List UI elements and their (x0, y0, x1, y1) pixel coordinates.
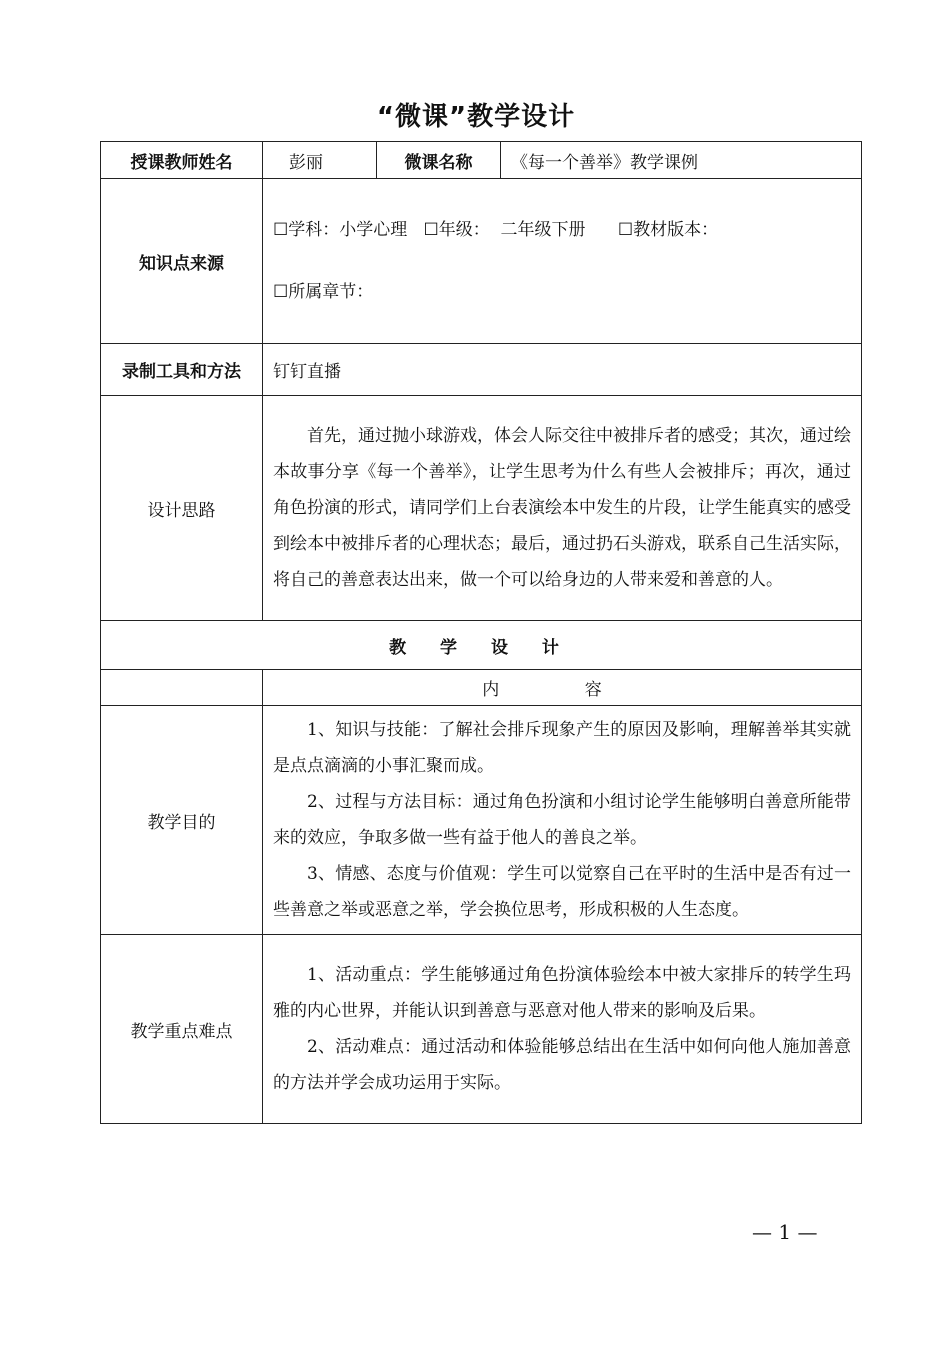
design-idea-cell (263, 396, 862, 621)
tools-row (101, 344, 862, 396)
source-label: 知识点来源 (101, 179, 263, 344)
content-heading-row (101, 670, 862, 706)
course-label: 微课名称 (377, 142, 501, 179)
source-row (101, 179, 862, 344)
teacher-label: 授课教师姓名 (101, 142, 263, 179)
tools-value: 钉钉直播 (263, 344, 862, 396)
key-points-label: 教学重点难点 (101, 935, 263, 1124)
teacher-value: 彭丽 (263, 142, 377, 179)
goal-item: 2、过程与方法目标：通过角色扮演和小组讨论学生能够明白善意所能带来的效应，争取多做一些有益于他人的善良之举。 (273, 792, 851, 848)
goal-item: 1、知识与技能：了解社会排斥现象产生的原因及影响，理解善举其实就是点点滴滴的小事汇聚而成。 (273, 720, 851, 776)
course-value: 《每一个善举》教学课例 (501, 142, 862, 179)
design-table (100, 141, 862, 1124)
goals-label: 教学目的 (101, 706, 263, 935)
goals-cell (263, 706, 862, 935)
key-points-row (101, 935, 862, 1124)
design-idea-label: 设计思路 (101, 396, 263, 621)
source-line-1: ☐学科：小学心理 ☐年级： 二年级下册 ☐教材版本： (273, 220, 719, 240)
content-heading-empty (101, 670, 263, 706)
content-heading: 内 容 (263, 670, 862, 706)
section-heading: 教 学 设 计 (101, 621, 862, 670)
source-line-2: ☐所属章节： (273, 282, 374, 302)
page-number: — 1 — (752, 1220, 818, 1244)
teacher-row (101, 142, 862, 179)
design-idea-row (101, 396, 862, 621)
key-point-item: 2、活动难点：通过活动和体验能够总结出在生活中如何向他人施加善意的方法并学会成功运用于实际。 (273, 1037, 851, 1093)
document-title: “微课”教学设计 (376, 102, 576, 132)
tools-label: 录制工具和方法 (101, 344, 263, 396)
goals-row (101, 706, 862, 935)
key-point-item: 1、活动重点：学生能够通过角色扮演体验绘本中被大家排斥的转学生玛雅的内心世界，并能认识到善意与恶意对他人带来的影响及后果。 (273, 965, 851, 1021)
key-points-cell (263, 935, 862, 1124)
design-idea-text: 首先，通过抛小球游戏，体会人际交往中被排斥者的感受；其次，通过绘本故事分享《每一个善举》，让学生思考为什么有些人会被排斥；再次，通过角色扮演的形式，请同学们上台表演绘本中发生的片段，让学生能真实的感受到绘本中被排斥者的心理状态；最后，通过扔石头游戏，联系自己生活实际，将自己的善意表达出来，做一个可以给身边的人带来爱和善意的人。 (273, 426, 851, 590)
source-cell (263, 179, 862, 344)
goal-item: 3、情感、态度与价值观：学生可以觉察自己在平时的生活中是否有过一些善意之举或恶意之举，学会换位思考，形成积极的人生态度。 (273, 864, 851, 920)
section-heading-row (101, 621, 862, 670)
